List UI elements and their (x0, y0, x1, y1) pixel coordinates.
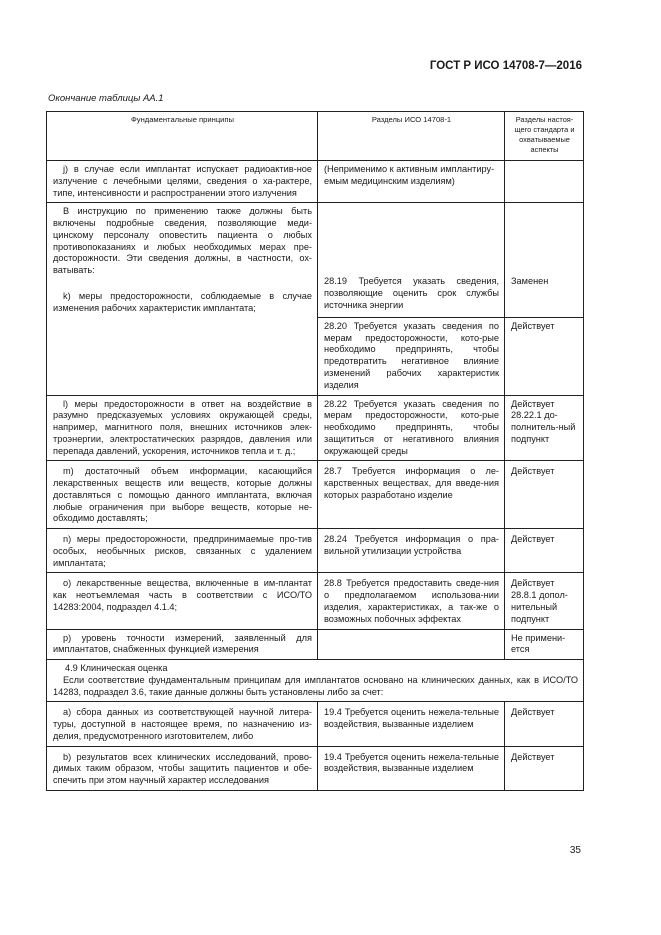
table-row (47, 702, 584, 746)
page-number: 35 (569, 845, 581, 856)
standard-header: ГОСТ Р ИСО 14708-7—2016 (429, 60, 582, 72)
table-row (47, 317, 584, 395)
principle-cell: n) меры предосторожности, предпринимаемые про-тив особых, необычных рисков, связанных с удалением имплантата; (47, 529, 318, 573)
principle-cell: a) сбора данных из соответствующей научной литера-туры, доступной в настоящее время, по назначению из-делия, предусмотренного изготовителем, либо (47, 702, 318, 746)
table-row (47, 203, 584, 318)
iso-section-cell: 28.20 Требуется указать сведения по мерам предосторожности, кото-рые необходимо предпринять, чтобы предотвратить негативное влияние изменений рабочих характеристик изделия (318, 317, 505, 395)
iso-section-cell: 28.8 Требуется предоставить сведе-ния о предполагаемом использова-нии изделия, характеристиках, а так-же о возможных побочных эффектах (318, 573, 505, 629)
iso-section-cell: 28.22 Требуется указать сведения по мерам предосторожности, кото-рые необходимо предпринять, чтобы защититься от негативного влияния окружающей среды (318, 395, 505, 461)
status-cell (505, 161, 584, 203)
principle-cell: m) достаточный объем информации, касающийся лекарственных веществ или веществ, которые должны доставляться с помощью данного имплантата, включая любые ограничения при выборе веществ, которые не-обходимо доставлять; (47, 461, 318, 529)
iso-section-cell: 28.7 Требуется информация о ле-карственных веществах, для введе-ния которых разработано изделие (318, 461, 505, 529)
status-cell: Действует (505, 461, 584, 529)
principle-cell: o) лекарственные вещества, включенные в им-плантат как неотъемлемая часть в соответствии с ИСО/ТО 14283:2004, подраздел 4.1.4; (47, 573, 318, 629)
status-cell: Действует (505, 317, 584, 395)
iso-section-k1-text: 28.19 Требуется указать сведения, позволяющие оценить срок службы источника энергии (324, 276, 499, 310)
status-cell: Действует 28.8.1 допол-нительный подпункт (505, 573, 584, 629)
principle-cell: b) результатов всех клинических исследований, прово-димых таким образом, чтобы защитить пациентов и обе-спечить при этом научный характер исследования (47, 746, 318, 790)
header-principles: Фундаментальные принципы (47, 112, 318, 161)
principles-table (46, 111, 584, 791)
principle-cell: p) уровень точности измерений, заявленный для имплантатов, снабженных функцией измерения (47, 629, 318, 660)
status-cell: Не примени-ется (505, 629, 584, 660)
table-row (47, 573, 584, 629)
table-caption: Окончание таблицы АА.1 (48, 93, 164, 104)
table-row (47, 660, 584, 702)
status-cell (505, 203, 584, 318)
status-cell: Действует 28.22.1 до-полнитель-ный подпункт (505, 395, 584, 461)
status-cell: Действует (505, 529, 584, 573)
principle-k-text: k) меры предосторожности, соблюдаемые в случае изменения рабочих характеристик имплантата; (53, 290, 312, 313)
clinical-evaluation-text: Если соответствие фундаментальным принципам для имплантатов основано на клинических данных, как в ИСО/ТО 14283, подраздел 3.6, такие данные должны быть установлены либо за счет: (53, 674, 578, 697)
iso-section-cell: 28.24 Требуется информация о пра-вильной утилизации устройства (318, 529, 505, 573)
header-iso-sections: Разделы ИСО 14708-1 (318, 112, 505, 161)
iso-section-cell: 19.4 Требуется оценить нежела-тельные воздействия, вызванные изделием (318, 746, 505, 790)
header-standard-sections: Разделы настоя-щего стандарта и охватываемые аспекты (505, 112, 584, 161)
status-cell: Действует (505, 746, 584, 790)
iso-section-cell (318, 629, 505, 660)
table-row (47, 461, 584, 529)
table-row (47, 746, 584, 790)
clinical-evaluation-title: 4.9 Клиническая оценка (65, 663, 168, 674)
table-row (47, 161, 584, 203)
iso-section-cell (318, 203, 505, 318)
table-row (47, 529, 584, 573)
intro-text: В инструкцию по применению также должны быть включены подробные сведения, позволяющие меди-цинскому персоналу оповестить пациента о любых противопоказаниях и любых необходимых мерах пре-досторожности. Эти сведения должны, в частности, ох-ватывать: (53, 206, 312, 276)
table-row (47, 395, 584, 461)
iso-section-cell: (Неприменимо к активным имплантиру-емым медицинским изделиям) (318, 161, 505, 203)
principle-cell: l) меры предосторожности в ответ на воздействие в разумно предсказуемых условиях окружающей среды, например, магнитного поля, внешних источников элек-троэнергии, электростатических разрядов, давления или перепада давлений, ускорения, источников тепла и т. д.; (47, 395, 318, 461)
table-header-row (47, 112, 584, 161)
table-row (47, 629, 584, 660)
principle-cell (47, 317, 318, 395)
principle-cell: j) в случае если имплантат испускает радиоактив-ное излучение с лечебными целями, сведения о ха-рактере, типе, интенсивности и распространении этого излучения (47, 161, 318, 203)
status-k1-text: Заменен (511, 276, 549, 287)
iso-section-cell: 19.4 Требуется оценить нежела-тельные воздействия, вызванные изделием (318, 702, 505, 746)
clinical-evaluation-cell (47, 660, 584, 702)
status-cell: Действует (505, 702, 584, 746)
principle-cell (47, 203, 318, 318)
